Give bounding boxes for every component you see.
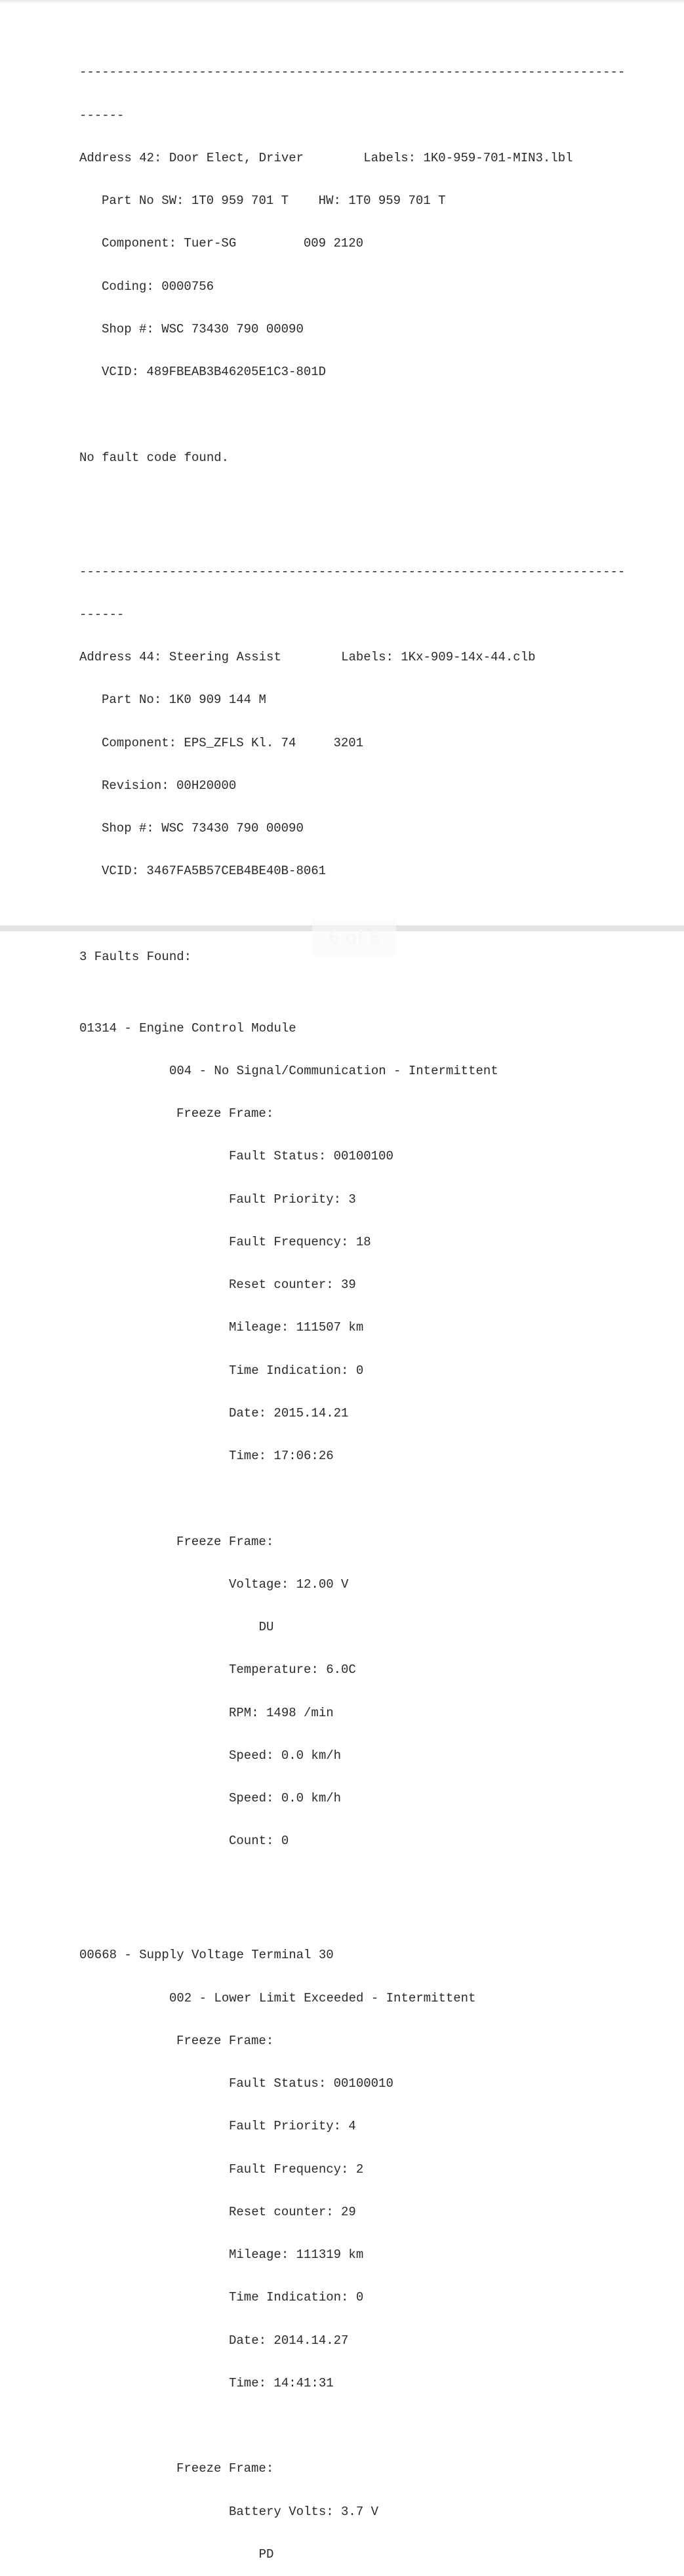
freeze-frame-item: Reset counter: 39 — [229, 1278, 356, 1292]
fault-code-line: 00668 - Supply Voltage Terminal 30 — [79, 1948, 334, 1963]
blank-line — [79, 494, 670, 508]
module-component: Component: Tuer-SG 009 2120 — [102, 236, 364, 251]
blank-line — [79, 408, 670, 422]
freeze-frame-item: PD — [229, 2546, 274, 2562]
fault-description: 004 - No Signal/Communication - Intermittent — [169, 1063, 498, 1078]
freeze-frame-item: Speed: 0.0 km/h — [229, 1791, 342, 1805]
freeze-frame-item: Fault Status: 00100100 — [229, 1149, 393, 1164]
module-component: Component: EPS_ZFLS Kl. 74 3201 — [102, 735, 364, 750]
separator-line: ------------------------------------------------------------------------- — [79, 65, 626, 80]
separator-line-wrap: ------ — [79, 607, 125, 622]
freeze-frame-item: Date: 2015.14.21 — [229, 1405, 349, 1420]
freeze-frame-item: Fault Status: 00100010 — [229, 2076, 393, 2091]
module-part-number: Part No SW: 1T0 959 701 T HW: 1T0 959 701 T — [102, 193, 446, 208]
freeze-frame-item: Time Indication: 0 — [229, 2290, 364, 2305]
freeze-frame-label: Freeze Frame: — [176, 1106, 274, 1121]
freeze-frame-item: Voltage: 12.00 V — [229, 1577, 349, 1592]
module-result: No fault code found. — [79, 450, 230, 465]
freeze-frame-item: Fault Priority: 3 — [229, 1192, 356, 1207]
freeze-frame-item: Date: 2014.14.27 — [229, 2333, 349, 2348]
fault-code-line: 01314 - Engine Control Module — [79, 1020, 296, 1036]
freeze-frame-item: Time: 14:41:31 — [229, 2375, 334, 2390]
freeze-frame-item: DU — [229, 1620, 274, 1634]
module-vcid: VCID: 489FBEAB3B46205E1C3-801D — [102, 365, 327, 379]
blank-line — [79, 1878, 670, 1892]
freeze-frame-item: Mileage: 111319 km — [229, 2247, 364, 2262]
freeze-frame-item: Battery Volts: 3.7 V — [229, 2504, 379, 2519]
viewer-top-shadow — [0, 0, 684, 4]
module-part-number: Part No: 1K0 909 144 M — [102, 693, 266, 708]
module-address-line: Address 42: Door Elect, Driver Labels: 1K0-959-701-MIN3.lbl — [79, 150, 573, 165]
separator-line: ------------------------------------------------------------------------- — [79, 564, 626, 579]
module-shop-number: Shop #: WSC 73430 790 00090 — [102, 321, 304, 336]
freeze-frame-item: Fault Frequency: 2 — [229, 2162, 364, 2177]
page-indicator: 6 of 8 — [312, 919, 396, 956]
freeze-frame-item: Temperature: 6.0C — [229, 1662, 356, 1678]
fault-description: 002 - Lower Limit Exceeded - Intermittent — [169, 1990, 476, 2005]
freeze-frame-item: Speed: 0.0 km/h — [229, 1748, 342, 1763]
freeze-frame-label: Freeze Frame: — [176, 2033, 274, 2048]
module-revision: Revision: 00H20000 — [102, 778, 237, 793]
freeze-frame-item: Time Indication: 0 — [229, 1363, 364, 1378]
blank-line — [79, 2419, 670, 2434]
freeze-frame-item: Time: 17:06:26 — [229, 1449, 334, 1463]
freeze-frame-label: Freeze Frame: — [176, 1534, 274, 1549]
freeze-frame-item: Reset counter: 29 — [229, 2204, 356, 2219]
module-address-line: Address 44: Steering Assist Labels: 1Kx-909-14x-44.clb — [79, 650, 536, 664]
module-coding: Coding: 0000756 — [102, 279, 214, 294]
module-vcid: VCID: 3467FA5B57CEB4BE40B-8061 — [102, 864, 327, 879]
separator-line-wrap: ------ — [79, 108, 125, 123]
freeze-frame-item: Fault Priority: 4 — [229, 2119, 356, 2134]
document-page — [79, 23, 670, 2576]
faults-found-count: 3 Faults Found: — [79, 949, 192, 964]
freeze-frame-item: Fault Frequency: 18 — [229, 1234, 371, 1249]
freeze-frame-label: Freeze Frame: — [176, 2461, 274, 2476]
module-shop-number: Shop #: WSC 73430 790 00090 — [102, 821, 304, 835]
blank-line — [79, 1492, 670, 1506]
freeze-frame-item: RPM: 1498 /min — [229, 1705, 334, 1720]
freeze-frame-item: Mileage: 111507 km — [229, 1320, 364, 1335]
freeze-frame-item: Count: 0 — [229, 1834, 289, 1849]
